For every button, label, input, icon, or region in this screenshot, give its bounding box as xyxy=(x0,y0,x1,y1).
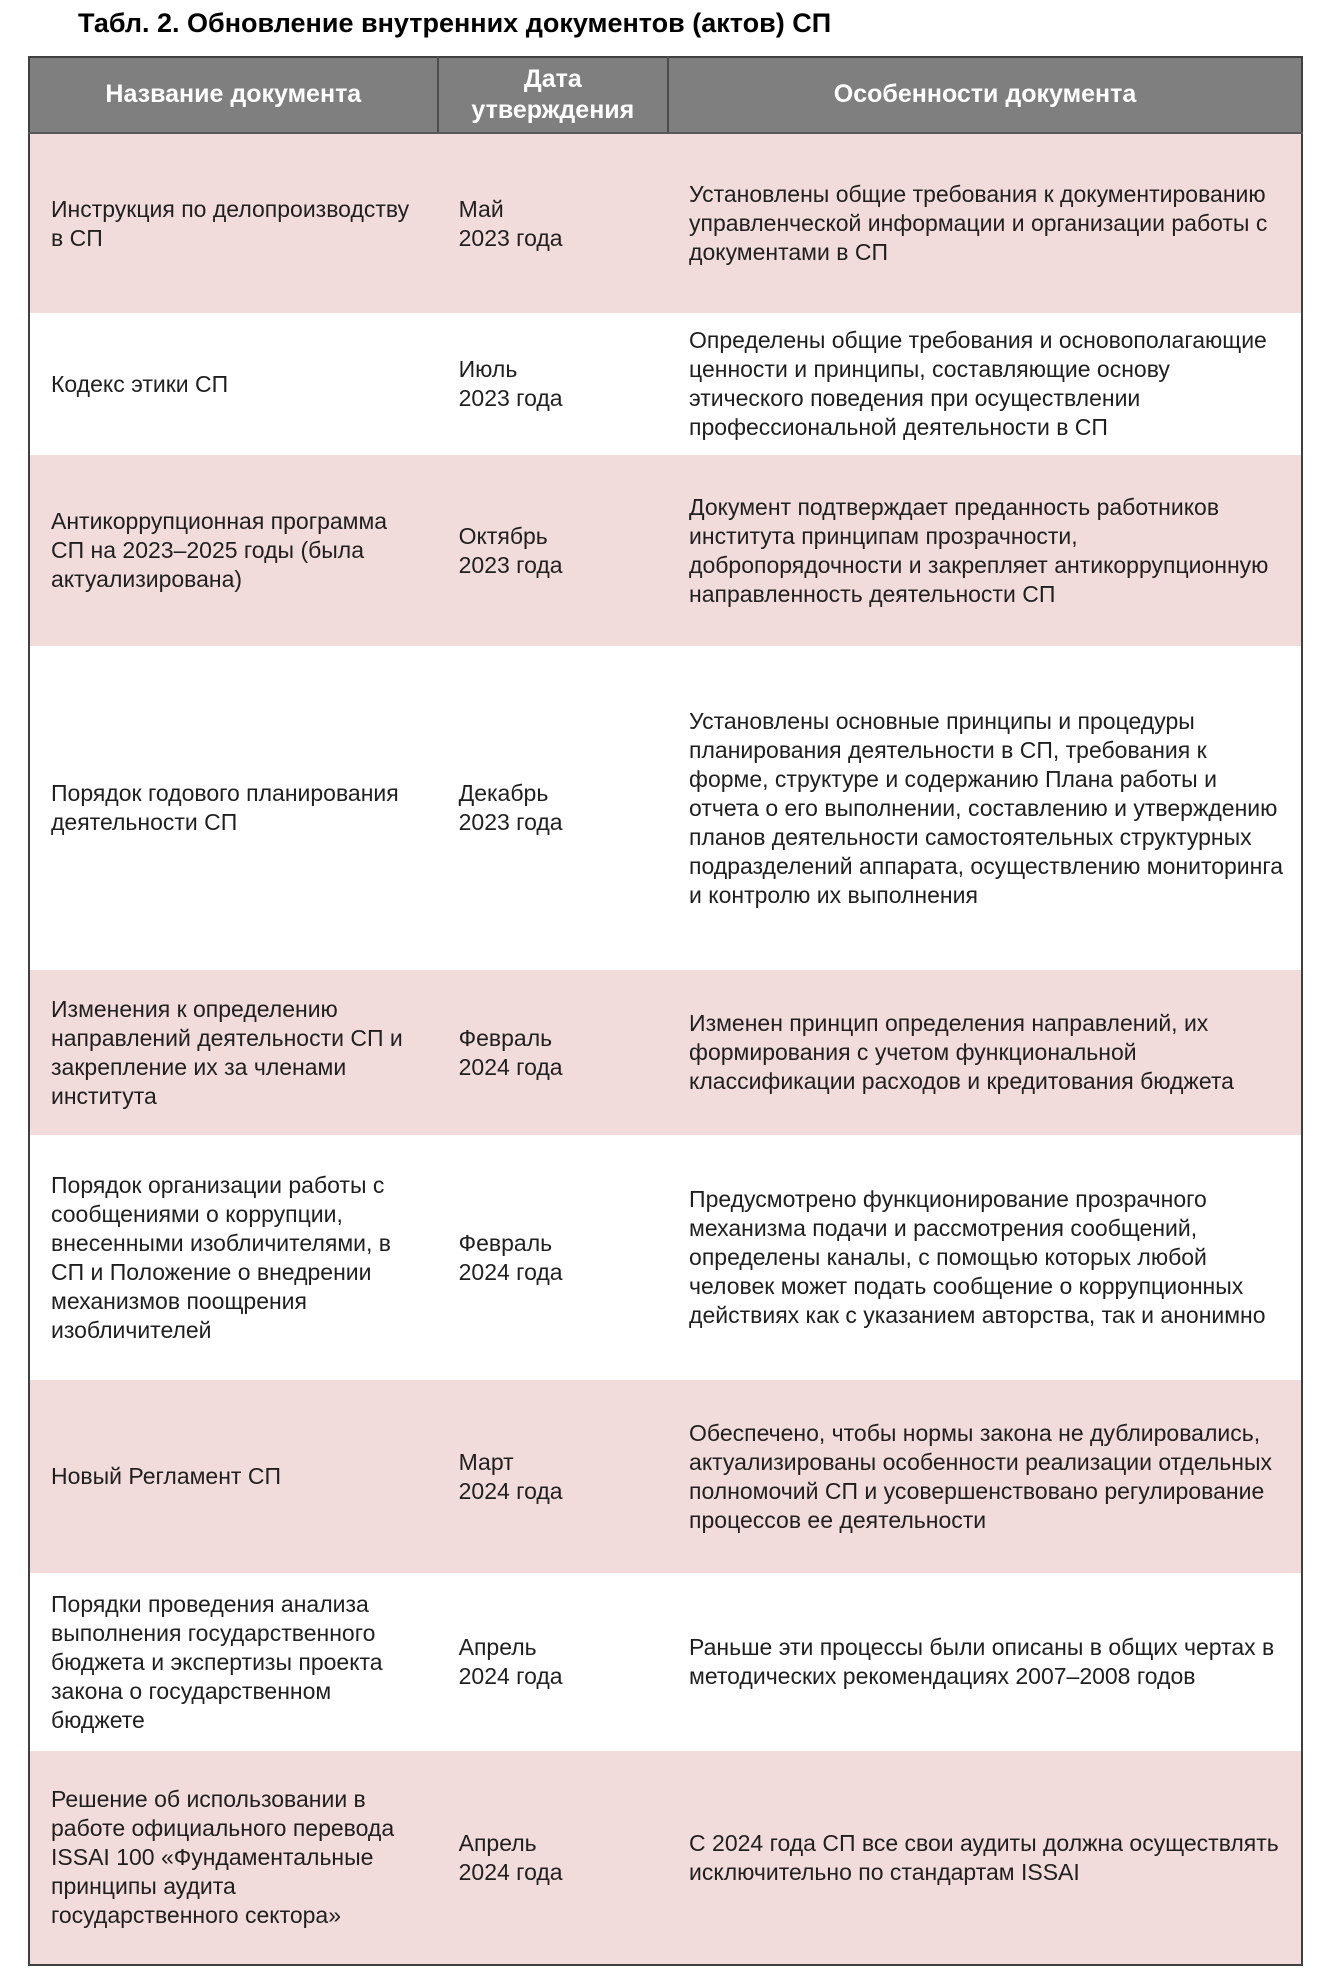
document-features-cell: Обеспечено, чтобы нормы закона не дублировались, актуализированы особенности реализации отдельных полномочий СП и усовершенствовано регулирование процессов ее деятельности xyxy=(668,1380,1302,1573)
approval-year: 2024 года xyxy=(458,1663,563,1689)
document-name-cell: Антикоррупционная программа СП на 2023–2025 годы (была актуализирована) xyxy=(29,455,438,646)
approval-year: 2023 года xyxy=(458,224,563,251)
approval-month: Декабрь xyxy=(458,780,549,806)
table-row xyxy=(29,1380,1302,1573)
approval-month: Март xyxy=(458,1448,514,1475)
column-header-approval-date: Дата утверждения xyxy=(438,57,668,133)
document-name-cell: Новый Регламент СП xyxy=(29,1380,438,1573)
approval-date-cell xyxy=(438,133,668,313)
document-features-cell: Определены общие требования и основополагающие ценности и принципы, составляющие основу этического поведения при осуществлении профессиональной деятельности в СП xyxy=(668,313,1302,455)
approval-month: Февраль xyxy=(458,1229,553,1256)
approval-year: 2024 года xyxy=(458,1477,563,1504)
document-name-cell: Решение об использовании в работе официального перевода ISSAI 100 «Фундаментальные принципы аудита государственного сектора» xyxy=(29,1751,438,1965)
approval-month: Апрель xyxy=(458,1829,537,1856)
table-title: Табл. 2. Обновление внутренних документов (актов) СП xyxy=(78,8,832,38)
table-row xyxy=(29,1751,1302,1965)
document-features-cell: Изменен принцип определения направлений, их формирования с учетом функциональной классификации расходов и кредитования бюджета xyxy=(668,970,1302,1135)
document-name-cell: Инструкция по делопроизводству в СП xyxy=(29,133,438,313)
approval-year: 2024 года xyxy=(458,1858,563,1885)
document-features-cell: Документ подтверждает преданность работников института принципам прозрачности, добропорядочности и закрепляет антикоррупционную направленность деятельности СП xyxy=(668,455,1302,646)
approval-date-cell xyxy=(438,970,668,1135)
approval-month: Июль xyxy=(458,356,518,382)
header-row xyxy=(29,57,1302,133)
approval-date-cell xyxy=(438,455,668,646)
approval-month: Апрель xyxy=(458,1634,537,1660)
approval-month: Февраль xyxy=(458,1024,553,1051)
table-row xyxy=(29,1573,1302,1751)
approval-year: 2023 года xyxy=(458,385,563,411)
table-row xyxy=(29,455,1302,646)
approval-year: 2023 года xyxy=(458,809,563,835)
approval-year: 2024 года xyxy=(458,1258,563,1285)
document-features-cell: С 2024 года СП все свои аудиты должна осуществлять исключительно по стандартам ISSAI xyxy=(668,1751,1302,1965)
approval-date-cell xyxy=(438,313,668,455)
document-features-cell: Предусмотрено функционирование прозрачного механизма подачи и рассмотрения сообщений, определены каналы, с помощью которых любой человек может подать сообщение о коррупционных действиях как с указанием авторства, так и анонимно xyxy=(668,1135,1302,1380)
table-row xyxy=(29,313,1302,455)
table-row xyxy=(29,133,1302,313)
approval-month: Октябрь xyxy=(458,522,548,549)
approval-year: 2024 года xyxy=(458,1053,563,1080)
approval-date-cell xyxy=(438,646,668,970)
approval-date-cell xyxy=(438,1380,668,1573)
document-name-cell: Кодекс этики СП xyxy=(29,313,438,455)
table-row xyxy=(29,970,1302,1135)
document-name-cell: Порядок годового планирования деятельности СП xyxy=(29,646,438,970)
table-row xyxy=(29,646,1302,970)
approval-date-cell xyxy=(438,1135,668,1380)
column-header-document-features: Особенности документа xyxy=(668,57,1302,133)
document-name-cell: Порядок организации работы с сообщениями о коррупции, внесенными изобличителями, в СП и Положение о внедрении механизмов поощрения изобличителей xyxy=(29,1135,438,1380)
document-name-cell: Порядки проведения анализа выполнения государственного бюджета и экспертизы проекта закона о государственном бюджете xyxy=(29,1573,438,1751)
approval-year: 2023 года xyxy=(458,551,563,578)
document-features-cell: Установлены основные принципы и процедуры планирования деятельности в СП, требования к форме, структуре и содержанию Плана работы и отчета о его выполнении, составлению и утверждению планов деятельности самостоятельных структурных подразделений аппарата, осуществлению мониторинга и контролю их выполнения xyxy=(668,646,1302,970)
document-name-cell: Изменения к определению направлений деятельности СП и закрепление их за членами института xyxy=(29,970,438,1135)
column-header-document-name: Название документа xyxy=(29,57,438,133)
approval-date-cell xyxy=(438,1751,668,1965)
table-header xyxy=(29,57,1302,133)
approval-month: Май xyxy=(458,195,504,222)
document-features-cell: Раньше эти процессы были описаны в общих чертах в методических рекомендациях 2007–2008 годов xyxy=(668,1573,1302,1751)
approval-date-cell xyxy=(438,1573,668,1751)
table-body xyxy=(29,133,1302,1965)
document-features-cell: Установлены общие требования к документированию управленческой информации и организации работы с документами в СП xyxy=(668,133,1302,313)
table-row xyxy=(29,1135,1302,1380)
documents-table xyxy=(28,56,1303,1966)
